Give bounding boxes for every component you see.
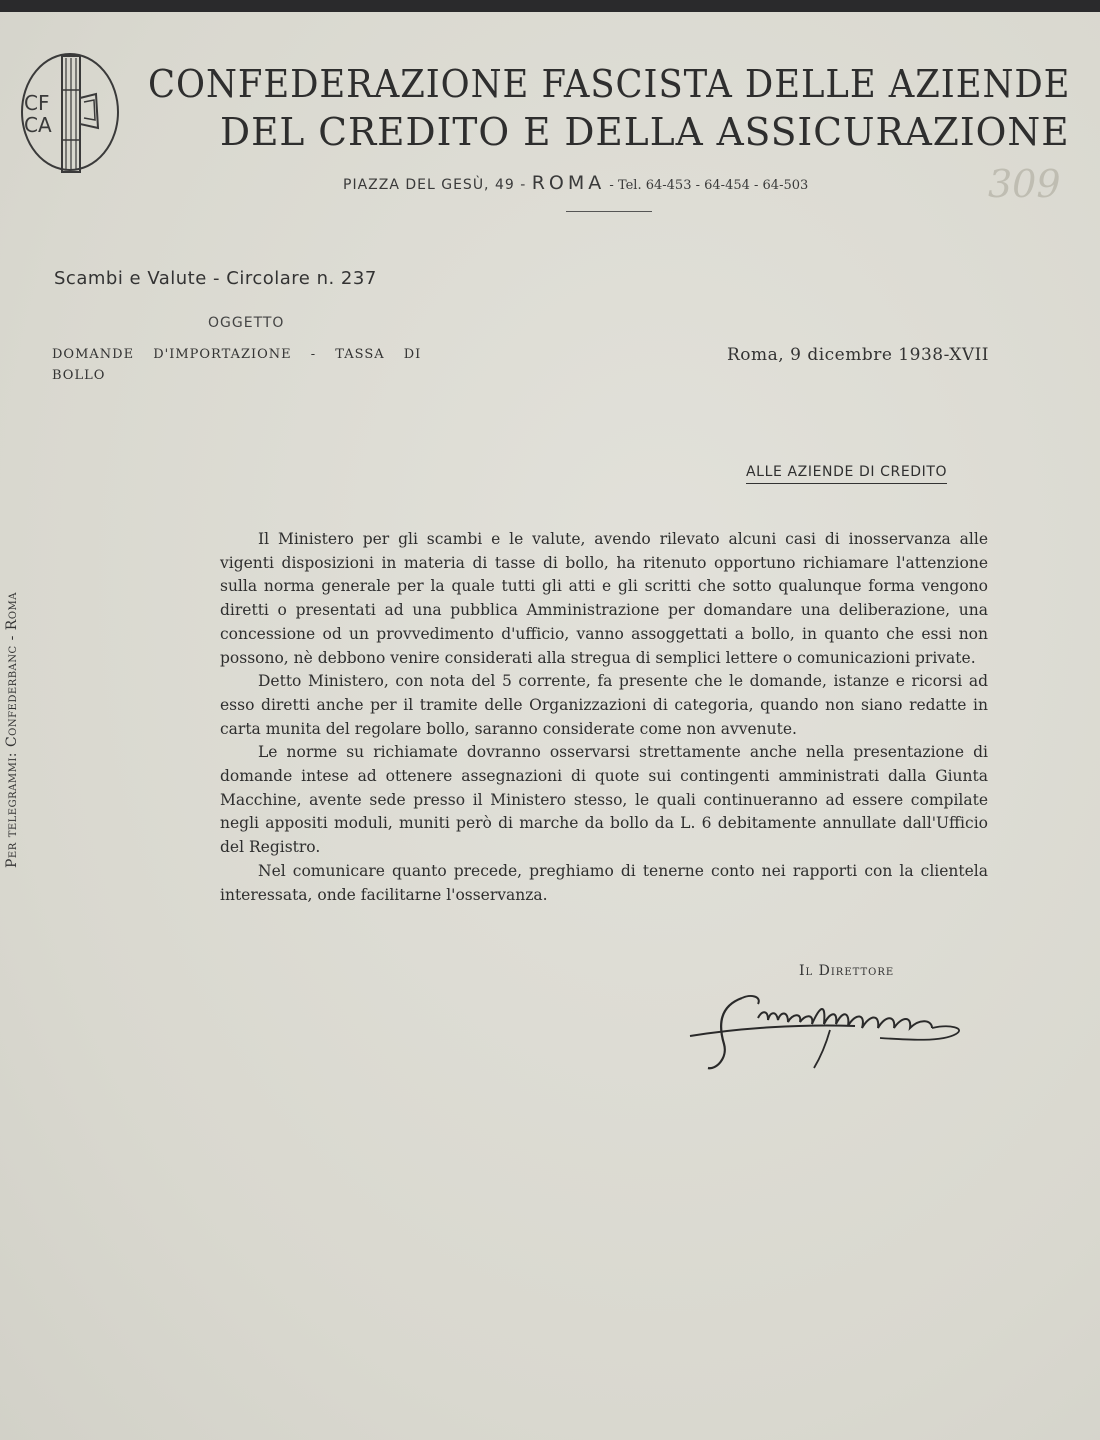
address-telephone: - Tel. 64-453 - 64-454 - 64-503 <box>605 178 809 193</box>
recipient-heading: ALLE AZIENDE DI CREDITO <box>746 464 947 484</box>
body-paragraph-4: Nel comunicare quanto precede, preghiamo di tenerne conto nei rapporti con la clientela interessata, onde facilitarne l'osservanza. <box>220 861 988 904</box>
fasces-emblem-icon <box>18 50 123 175</box>
signer-title: Il Direttore <box>799 963 895 979</box>
signature-icon <box>680 984 980 1074</box>
letter-page <box>0 12 1100 1440</box>
archive-number: 309 <box>988 162 1061 206</box>
body-paragraph-3: Le norme su richiamate dovranno osservarsi strettamente anche nella presentazione di domande intese ad ottenere assegnazioni di quote sui contingenti amministrati dalla Giunta Macchine, avente sede presso il Ministero stesso, le quali continueranno ad essere compilate negli appositi moduli, muniti però di marche da bollo da L. 6 debitamente annullate dall'Ufficio del Registro. <box>220 743 988 857</box>
letter-body <box>220 528 988 907</box>
address-street: PIAZZA DEL GESÙ, 49 - <box>343 177 532 193</box>
circular-reference: Scambi e Valute - Circolare n. 237 <box>54 268 377 289</box>
letterhead-divider <box>566 211 652 212</box>
address-city: ROMA <box>531 172 606 194</box>
organization-name-line-1: CONFEDERAZIONE FASCISTA DELLE AZIENDE <box>148 62 1071 106</box>
telegram-address: Per telegrammi: Confederbanc - Roma <box>4 592 20 868</box>
subject-text: DOMANDE D'IMPORTAZIONE - TASSA DI BOLLO <box>52 347 422 383</box>
subject-label: OGGETTO <box>208 315 285 331</box>
letterhead-address <box>343 172 808 194</box>
letter-date: Roma, 9 dicembre 1938-XVII <box>727 345 990 365</box>
body-paragraph-2: Detto Ministero, con nota del 5 corrente, fa presente che le domande, istanze e ricorsi ad esso diretti anche per il tramite delle Organizzazioni di categoria, quando non siano redatte in carta munita del regolare bollo, saranno considerate come non avvenute. <box>220 672 988 738</box>
logo-letters-top: CF <box>24 91 50 115</box>
body-paragraph-1: Il Ministero per gli scambi e le valute, avendo rilevato alcuni casi di inosservanza alle vigenti disposizioni in materia di tasse di bollo, ha ritenuto opportuno richiamare l'attenzione sulla norma generale per la quale tutti gli atti e gli scritti che sotto qualunque forma vengono diretti o presentati ad una pubblica Amministrazione per domandare una deliberazione, una concessione od un provvedimento d'ufficio, vanno assoggettati a bollo, in quanto che essi non possono, nè debbono venire considerati alla stregua di semplici lettere o comunicazioni private. <box>220 530 988 667</box>
organization-name-line-2: DEL CREDITO E DELLA ASSICURAZIONE <box>220 110 1070 154</box>
logo-letters-bottom: CA <box>24 113 52 137</box>
handwritten-signature <box>680 984 980 1074</box>
confederation-logo <box>18 50 123 175</box>
